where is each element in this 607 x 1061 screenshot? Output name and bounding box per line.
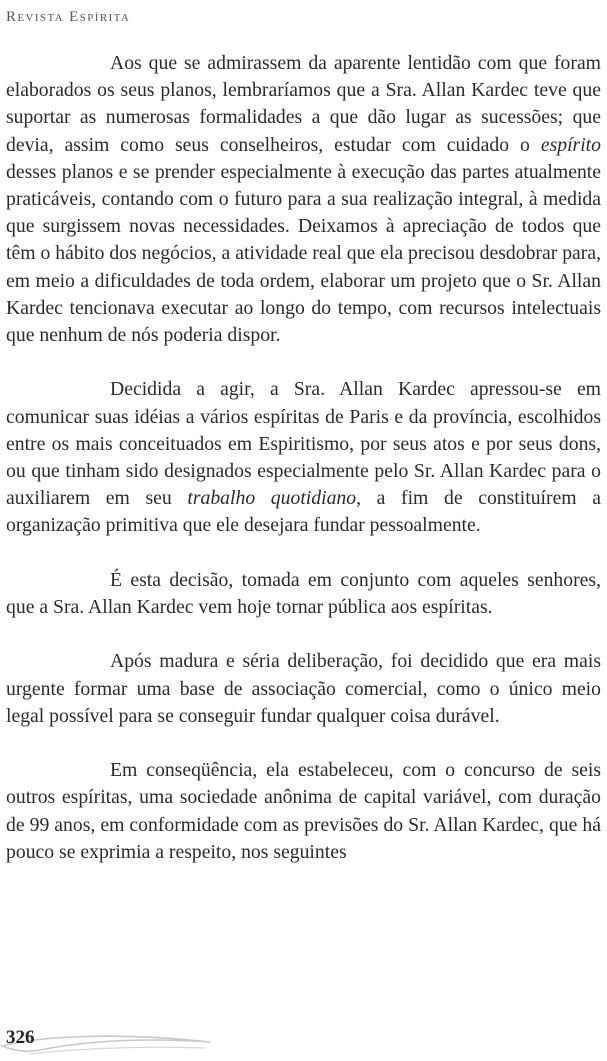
paragraph-5 bbox=[6, 757, 601, 866]
paragraph-1-italic-term: espírito bbox=[540, 133, 601, 156]
page-number: 326 bbox=[6, 1027, 35, 1048]
paragraph-1-text-a: Aos que se admirassem da aparente lentidão com que foram elaborados os seus planos, lembraríamos que a Sra. Allan Kardec teve que suportar as numerosas formalidades a que dão lugar as sucessões; que devia, assim como seus conselheiros, estudar com cuidado o bbox=[6, 52, 601, 156]
paragraph-1 bbox=[6, 50, 601, 349]
paragraph-4-text: Após madura e séria deliberação, foi decidido que era mais urgente formar uma base de associação comercial, como o único meio legal possível para se conseguir fundar qualquer coisa durável. bbox=[6, 650, 601, 727]
paragraph-3 bbox=[6, 567, 601, 621]
paragraph-1-text-b: desses planos e se prender especialmente à execução das partes atualmente praticáveis, contando com o futuro para a sua realização integral, à medida que surgissem novas necessidades. Deixamos à apreciação de todos que têm o hábito dos negócios, a atividade real que ela precisou desdobrar para, em meio a dificuldades de toda ordem, elaborar um projeto que o Sr. Allan Kardec tencionava executar ao longo do tempo, com recursos intelectuais que nenhum de nós poderia dispor. bbox=[6, 160, 601, 347]
paragraph-2 bbox=[6, 376, 601, 539]
paragraph-2-text-a: Decidida a agir, a Sra. Allan Kardec apressou-se em comunicar suas idéias a vários espíritas de Paris e da província, escolhidos entre os mais conceituados em Espiritismo, por seus atos e por seus dons, ou que tinham sido designados especialmente pelo Sr. Allan Kardec para o auxiliarem em seu bbox=[6, 378, 601, 510]
running-header: Revista Espírita bbox=[6, 9, 131, 25]
paragraph-4 bbox=[6, 648, 601, 730]
body-text bbox=[6, 50, 601, 866]
paragraph-2-text-b: , a fim de constituírem a organização primitiva que ele desejara fundar pessoalmente. bbox=[6, 487, 601, 537]
paragraph-5-text: Em conseqüência, ela estabeleceu, com o concurso de seis outros espíritas, uma sociedade anônima de capital variável, com duração de 99 anos, em conformidade com as previsões do Sr. Allan Kardec, que há pouco se exprimia a respeito, nos seguintes bbox=[6, 759, 601, 863]
paragraph-3-text: É esta decisão, tomada em conjunto com aqueles senhores, que a Sra. Allan Kardec vem hoje tornar pública aos espíritas. bbox=[6, 568, 601, 619]
paragraph-2-italic-term: trabalho quotidiano bbox=[187, 487, 357, 510]
